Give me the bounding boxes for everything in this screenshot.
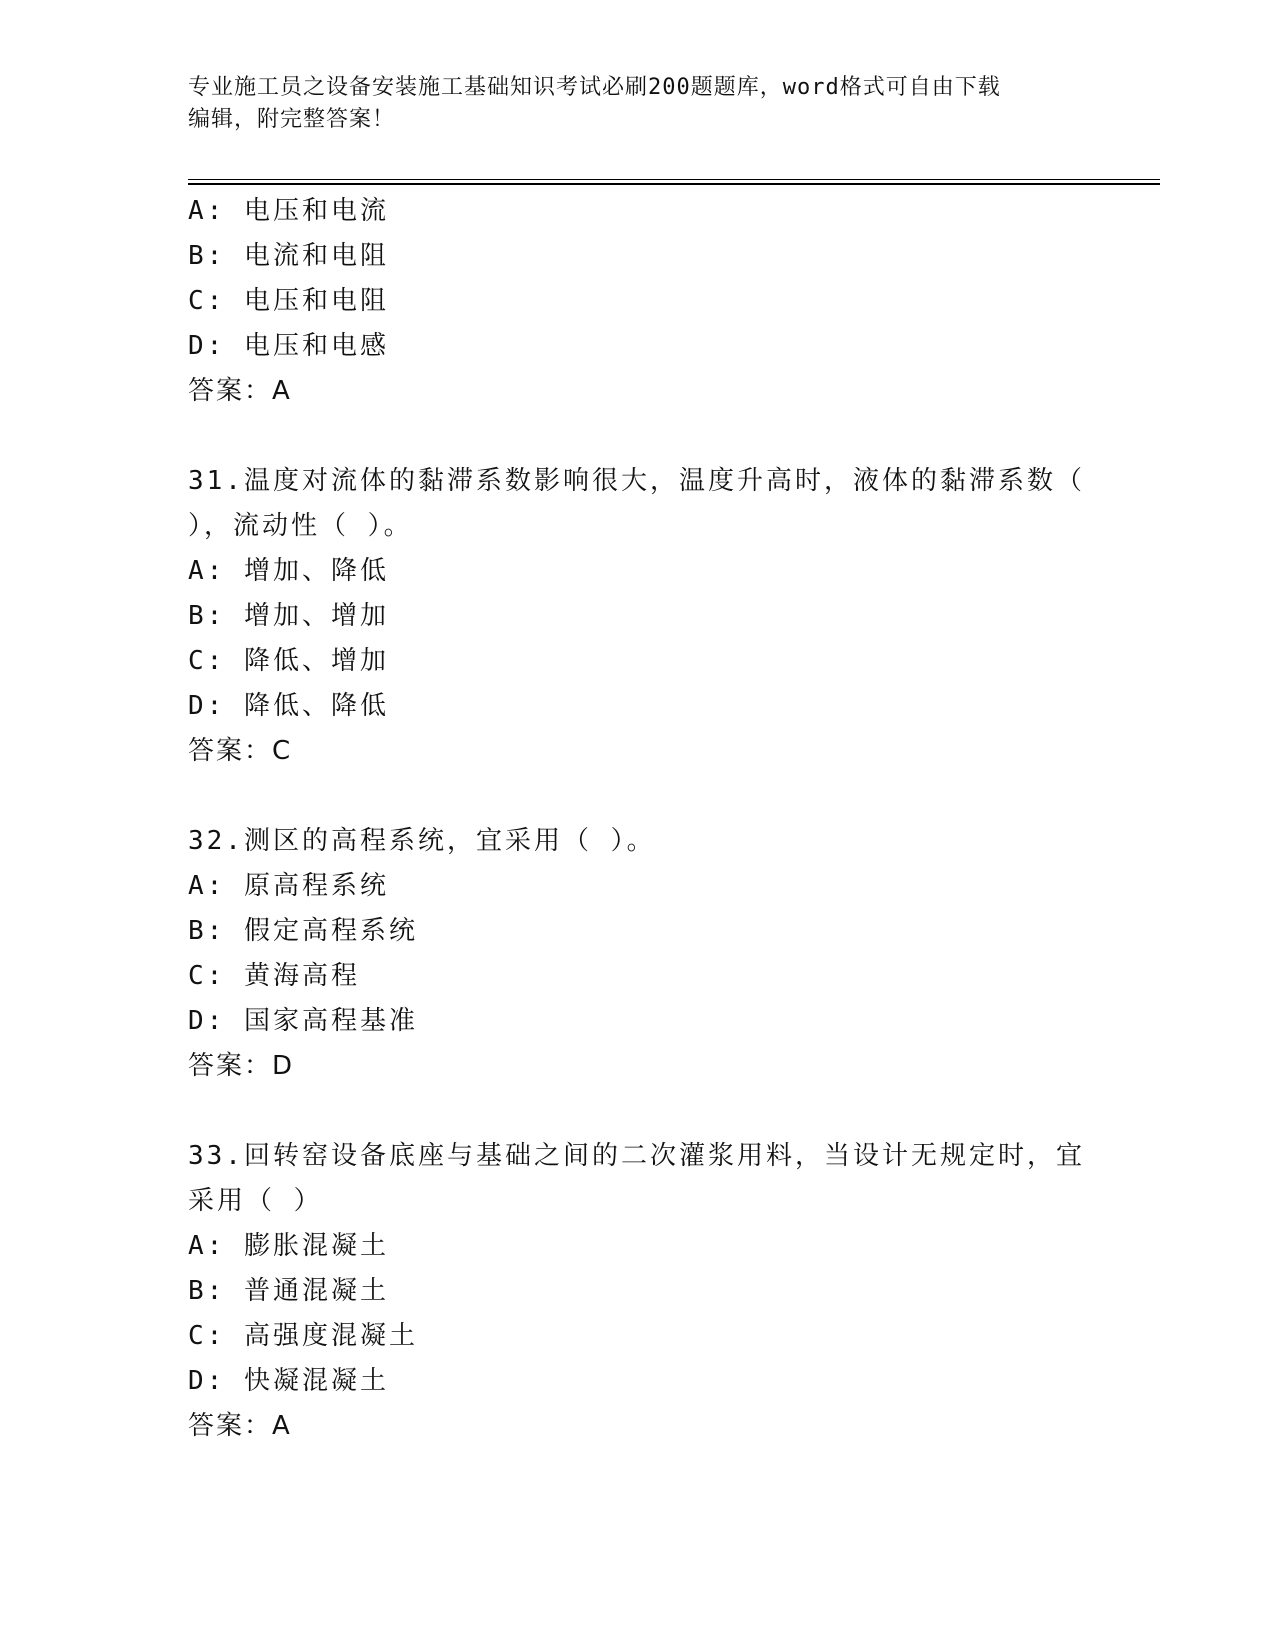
option-b: B: 假定高程系统 (188, 916, 418, 946)
question-text-line-1: 33.回转窑设备底座与基础之间的二次灌浆用料，当设计无规定时，宜 (188, 1141, 1085, 1171)
option-b: B: 增加、增加 (188, 601, 389, 631)
option-d: D: 降低、降低 (188, 691, 389, 721)
option-b: B: 普通混凝土 (188, 1276, 389, 1306)
question-text-line-1: 32.测区的高程系统，宜采用（ ）。 (188, 826, 656, 856)
answer-label: 答案：D (188, 1051, 295, 1081)
option-c: C: 电压和电阻 (188, 286, 389, 316)
option-c: C: 降低、增加 (188, 646, 389, 676)
question-text-line-2: ），流动性（ ）。 (188, 511, 413, 541)
option-a: A: 膨胀混凝土 (188, 1231, 389, 1261)
option-a: A: 增加、降低 (188, 556, 389, 586)
answer-label: 答案：A (188, 1411, 292, 1441)
question-text-line-2: 采用（ ） (188, 1186, 323, 1216)
option-c: C: 黄海高程 (188, 961, 360, 991)
option-b: B: 电流和电阻 (188, 241, 389, 271)
option-a: A: 原高程系统 (188, 871, 389, 901)
header-divider-thick (188, 183, 1160, 185)
document-header (188, 72, 1088, 136)
header-divider-thin (188, 179, 1160, 180)
option-a: A: 电压和电流 (188, 196, 389, 226)
header-line-1: 专业施工员之设备安装施工基础知识考试必刷200题题库，word格式可自由下载 (188, 75, 1001, 100)
option-d: D: 快凝混凝土 (188, 1366, 389, 1396)
option-c: C: 高强度混凝土 (188, 1321, 418, 1351)
option-d: D: 电压和电感 (188, 331, 389, 361)
question-text-line-1: 31.温度对流体的黏滞系数影响很大，温度升高时，液体的黏滞系数（ (188, 466, 1085, 496)
option-d: D: 国家高程基准 (188, 1006, 418, 1036)
answer-label: 答案：A (188, 376, 292, 406)
answer-label: 答案：C (188, 736, 293, 766)
header-line-2: 编辑，附完整答案！ (188, 107, 396, 132)
